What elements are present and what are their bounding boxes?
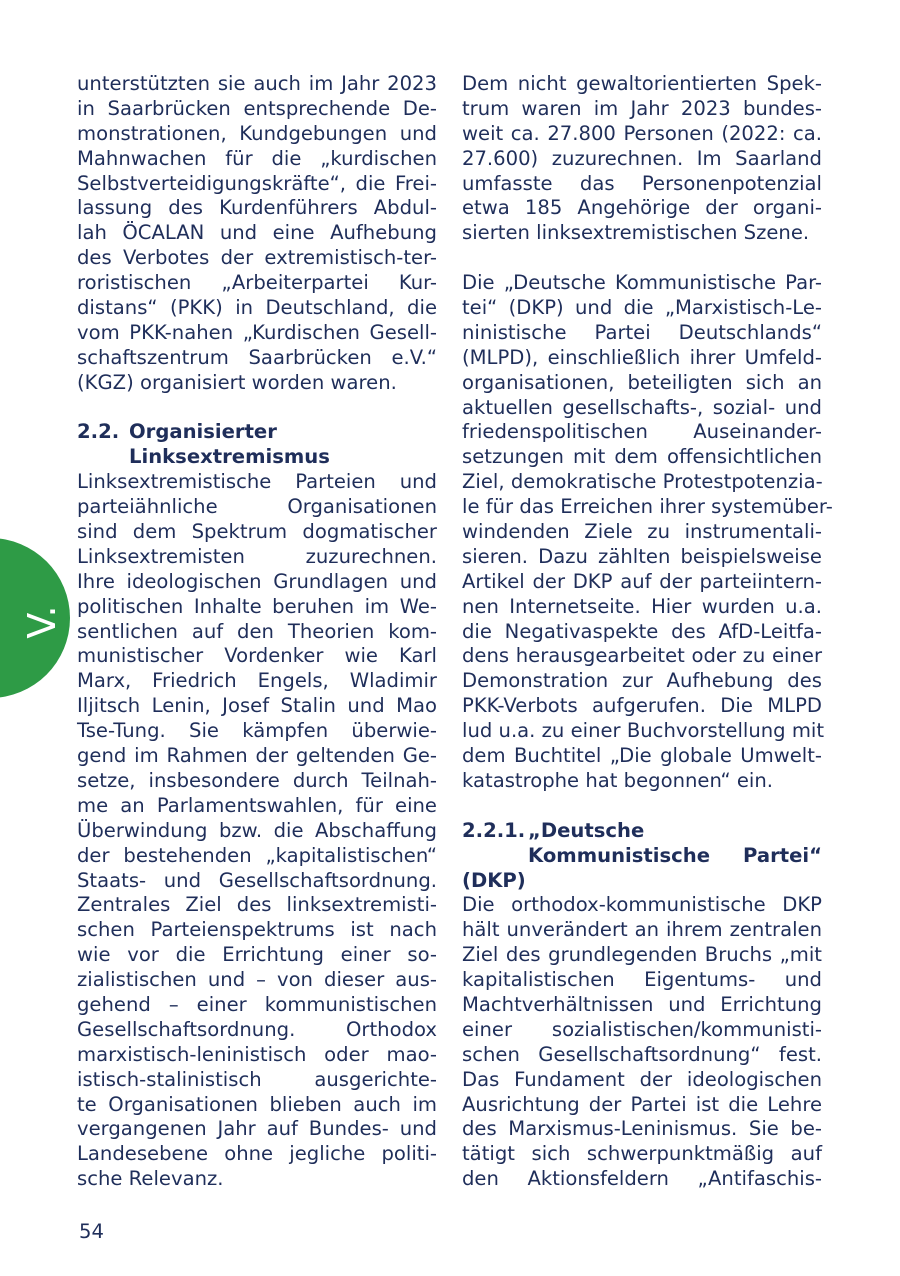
text-line: schen Parteienspektrums ist nach [77, 918, 437, 942]
paragraph-dkp-mlpd [462, 271, 833, 794]
section-heading-number: 2.2. [77, 420, 120, 444]
text-line: zialistischen und – von dieser aus- [77, 968, 437, 992]
text-line: des Verbotes der extremistisch-ter- [77, 246, 437, 270]
text-line: Artikel der DKP auf der parteiintern- [462, 569, 822, 593]
text-line: aktuellen gesellschafts-, sozial- und [462, 395, 822, 419]
text-line: Machtverhältnissen und Errichtung [462, 992, 822, 1016]
text-line: sierten linksextremistischen Szene. [462, 221, 810, 245]
text-line: dens herausgearbeitet oder zu einer [462, 644, 822, 668]
text-line: Das Fundament der ideologischen [462, 1067, 822, 1091]
text-line: hält unverändert an ihrem zentralen [462, 918, 822, 942]
text-line: sind dem Spektrum dogmatischer [77, 520, 437, 544]
text-line: Ziel des grundlegenden Bruchs „mit [462, 943, 822, 967]
section-paragraph [77, 470, 437, 1192]
text-line: (MLPD), einschließlich ihrer Umfeld- [462, 345, 822, 369]
text-line: marxistisch-leninistisch oder mao- [77, 1042, 437, 1066]
text-line: Iljitsch Lenin, Josef Stalin und Mao [77, 694, 437, 718]
text-line: Gesellschaftsordnung. Orthodox [77, 1017, 437, 1041]
text-line: Marx, Friedrich Engels, Wladimir [77, 669, 437, 693]
text-line: Die orthodox-kommunistische DKP [462, 893, 822, 917]
text-line: trum waren im Jahr 2023 bundes- [462, 96, 822, 120]
text-line: dem Buchtitel „Die globale Umwelt- [462, 744, 822, 768]
text-line: sieren. Dazu zählten beispielsweise [462, 544, 822, 568]
text-line: ninistische Partei Deutschlands“ [462, 320, 822, 344]
text-line: schaftszentrum Saarbrücken e.V.“ [77, 345, 437, 369]
text-line: Mahnwachen für die „kurdischen [77, 146, 437, 170]
text-line: Linksextremistische Parteien und [77, 470, 437, 494]
text-line: des Marxismus-Leninismus. Sie be- [462, 1117, 822, 1141]
text-line: tei“ (DKP) und die „Marxistisch-Le- [462, 296, 822, 320]
right-column [462, 72, 833, 1192]
text-line: vom PKK-nahen „Kurdischen Gesell- [77, 320, 437, 344]
text-line: den Aktionsfeldern „Antifaschis- [462, 1167, 822, 1191]
text-line: Ziel, demokratische Protestpotenzia- [462, 470, 823, 494]
text-line: Demonstration zur Aufhebung des [462, 669, 822, 693]
text-line: in Saarbrücken entsprechende De- [77, 96, 437, 120]
text-line: umfasste das Personenpotenzial [462, 171, 822, 195]
text-line: lud u.a. zu einer Buchvorstellung mit [462, 719, 825, 743]
text-line: lassung des Kurdenführers Abdul- [77, 196, 437, 220]
subsection-heading-line: Kommunistische Partei“ [528, 843, 822, 867]
text-line: etwa 185 Angehörige der organi- [462, 196, 822, 220]
text-line: friedenspolitischen Auseinander- [462, 420, 822, 444]
text-line: gehend – einer kommunistischen [77, 992, 437, 1016]
text-line: setze, insbesondere durch Teilnah- [77, 768, 437, 792]
text-line: munistischer Vordenker wie Karl [77, 644, 437, 668]
text-line: Tse-Tung. Sie kämpfen überwie- [77, 719, 437, 743]
text-line: Dem nicht gewaltorientierten Spek- [462, 72, 822, 95]
text-line: Selbstverteidigungskräfte“, die Frei- [77, 171, 437, 195]
text-line: PKK-Verbots aufgerufen. Die MLPD [462, 694, 822, 718]
text-line: politischen Inhalte beruhen im We- [77, 594, 437, 618]
text-line: (KGZ) organisiert worden waren. [77, 370, 397, 394]
text-line: unterstützten sie auch im Jahr 2023 [77, 72, 437, 95]
text-line: organisationen, beteiligten sich an [462, 370, 822, 394]
text-line: te Organisationen blieben auch im [77, 1092, 437, 1116]
paragraph-dkp-ziel [462, 893, 822, 1192]
left-column [77, 72, 437, 1192]
text-line: istisch-stalinistisch ausgerichte- [77, 1067, 437, 1091]
page-number: 54 [79, 1220, 104, 1243]
text-line: gend im Rahmen der geltenden Ge- [77, 744, 437, 768]
subsection-heading-line: „Deutsche [528, 818, 645, 842]
text-line: Linksextremisten zuzurechnen. [77, 544, 437, 568]
text-line: nen Internetseite. Hier wurden u.a. [462, 594, 822, 618]
section-heading-line: Linksextremismus [129, 445, 330, 469]
text-line: Zentrales Ziel des linksextremisti- [77, 893, 437, 917]
paragraph-personenpotenzial [462, 72, 822, 246]
subsection-heading-line: (DKP) [462, 868, 526, 892]
text-line: Ausrichtung der Partei ist die Lehre [462, 1092, 822, 1116]
text-line: kapitalistischen Eigentums- und [462, 968, 822, 992]
text-line: die Negativaspekte des AfD-Leitfa- [462, 619, 822, 643]
subsection-heading-number: 2.2.1. [462, 818, 526, 842]
text-line: tätigt sich schwerpunktmäßig auf [462, 1142, 822, 1166]
text-line: Landesebene ohne jegliche politi- [77, 1142, 437, 1166]
text-line: setzungen mit dem offensichtlichen [462, 445, 822, 469]
intro-paragraph [77, 72, 437, 396]
text-line: katastrophe hat begonnen“ ein. [462, 768, 774, 792]
text-line: windenden Ziele zu instrumentali- [462, 520, 822, 544]
text-line: parteiähnliche Organisationen [77, 495, 437, 519]
text-line: roristischen „Arbeiterpartei Kur- [77, 271, 437, 295]
text-line: monstrationen, Kundgebungen und [77, 121, 437, 145]
text-line: Ihre ideologischen Grundlagen und [77, 569, 437, 593]
text-line: Staats- und Gesellschaftsordnung. [77, 868, 437, 892]
text-line: weit ca. 27.800 Personen (2022: ca. [462, 121, 822, 145]
text-line: sche Relevanz. [77, 1167, 224, 1191]
text-line: distans“ (PKK) in Deutschland, die [77, 296, 437, 320]
section-heading-line: Organisierter [129, 420, 277, 444]
text-line: der bestehenden „kapitalistischen“ [77, 843, 437, 867]
text-line: sentlichen auf den Theorien kom- [77, 619, 437, 643]
text-line: Überwindung bzw. die Abschaffung [77, 818, 437, 842]
text-line: lah ÖCALAN und eine Aufhebung [77, 221, 437, 245]
text-line: Die „Deutsche Kommunistische Par- [462, 271, 822, 295]
text-line: wie vor die Errichtung einer so- [77, 943, 437, 967]
text-line: 27.600) zuzurechnen. Im Saarland [462, 146, 822, 170]
chapter-tab-label: V. [20, 605, 64, 639]
subsection-heading [462, 819, 822, 894]
text-line: einer sozialistischen/kommunisti- [462, 1017, 822, 1041]
section-heading [77, 420, 437, 470]
text-line: vergangenen Jahr auf Bundes- und [77, 1117, 437, 1141]
text-line: schen Gesellschaftsordnung“ fest. [462, 1042, 822, 1066]
text-line: le für das Erreichen ihrer systemüber- [462, 495, 833, 519]
text-line: me an Parlamentswahlen, für eine [77, 793, 437, 817]
